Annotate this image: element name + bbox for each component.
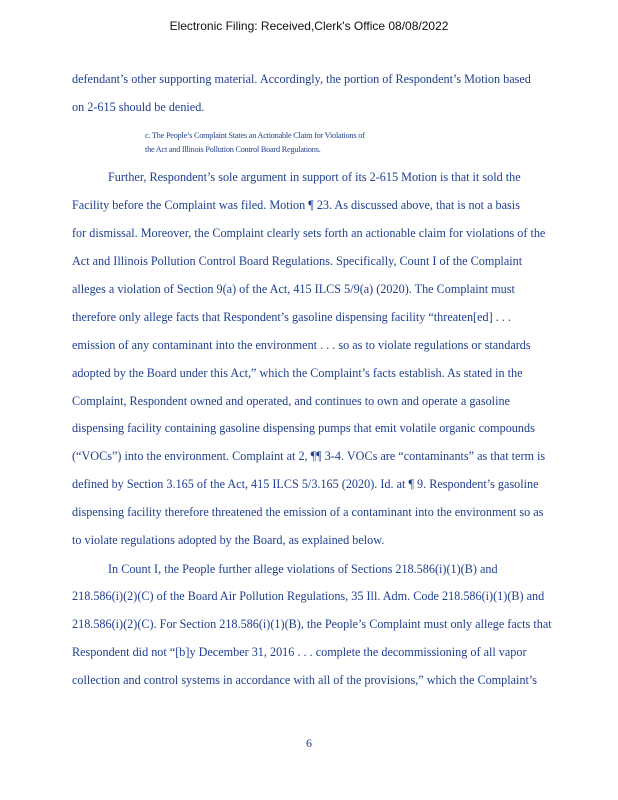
text-line: Respondent did not “[b]y December 31, 2016 . . . complete the decommissioning of all vapor: [72, 645, 527, 659]
text-line: for dismissal. Moreover, the Complaint clearly sets forth an actionable claim for violations of the: [72, 226, 546, 240]
text-line: Further, Respondent’s sole argument in support of its 2-615 Motion is that it sold the: [108, 170, 521, 184]
text-line: defendant’s other supporting material. Accordingly, the portion of Respondent’s Motion based: [72, 72, 531, 86]
text-line: adopted by the Board under this Act,” which the Complaint’s facts establish. As stated in the: [72, 366, 523, 380]
text-line: to violate regulations adopted by the Board, as explained below.: [72, 533, 385, 547]
text-line: collection and control systems in accordance with all of the provisions,” which the Complaint’s: [72, 673, 538, 687]
text-line: Act and Illinois Pollution Control Board Regulations. Specifically, Count I of the Complaint: [72, 254, 523, 268]
electronic-filing-header: Electronic Filing: Received,Clerk's Office 08/08/2022: [169, 19, 449, 33]
text-line: on 2-615 should be denied.: [72, 100, 205, 114]
text-line: emission of any contaminant into the environment . . . so as to violate regulations or standards: [72, 338, 531, 352]
section-subheading: c. The People’s Complaint States an Actionable Claim for Violations of: [145, 131, 365, 140]
text-line: Complaint, Respondent owned and operated, and continues to own and operate a gasoline: [72, 394, 510, 408]
text-line: (“VOCs”) into the environment. Complaint at 2, ¶¶ 3-4. VOCs are “contaminants” as that term is: [72, 449, 546, 463]
text-line: Facility before the Complaint was filed. Motion ¶ 23. As discussed above, that is not a basis: [72, 198, 520, 212]
text-line: 218.586(i)(2)(C). For Section 218.586(i)(1)(B), the People’s Complaint must only allege facts that: [72, 617, 552, 631]
text-line: In Count I, the People further allege violations of Sections 218.586(i)(1)(B) and: [108, 562, 498, 576]
text-line: dispensing facility containing gasoline dispensing pumps that emit volatile organic compounds: [72, 421, 535, 435]
text-line: alleges a violation of Section 9(a) of the Act, 415 ILCS 5/9(a) (2020). The Complaint must: [72, 282, 515, 296]
text-line: defined by Section 3.165 of the Act, 415 ILCS 5/3.165 (2020). Id. at ¶ 9. Respondent’s gasoline: [72, 477, 539, 491]
text-line: dispensing facility therefore threatened the emission of a contaminant into the environment so as: [72, 505, 544, 519]
page-number: 6: [306, 736, 312, 750]
text-line: therefore only allege facts that Respondent’s gasoline dispensing facility “threaten[ed] . . .: [72, 310, 511, 324]
text-line: 218.586(i)(2)(C) of the Board Air Pollution Regulations, 35 Ill. Adm. Code 218.586(i)(1)(B) and: [72, 589, 545, 603]
section-subheading: the Act and Illinois Pollution Control Board Regulations.: [145, 145, 321, 154]
